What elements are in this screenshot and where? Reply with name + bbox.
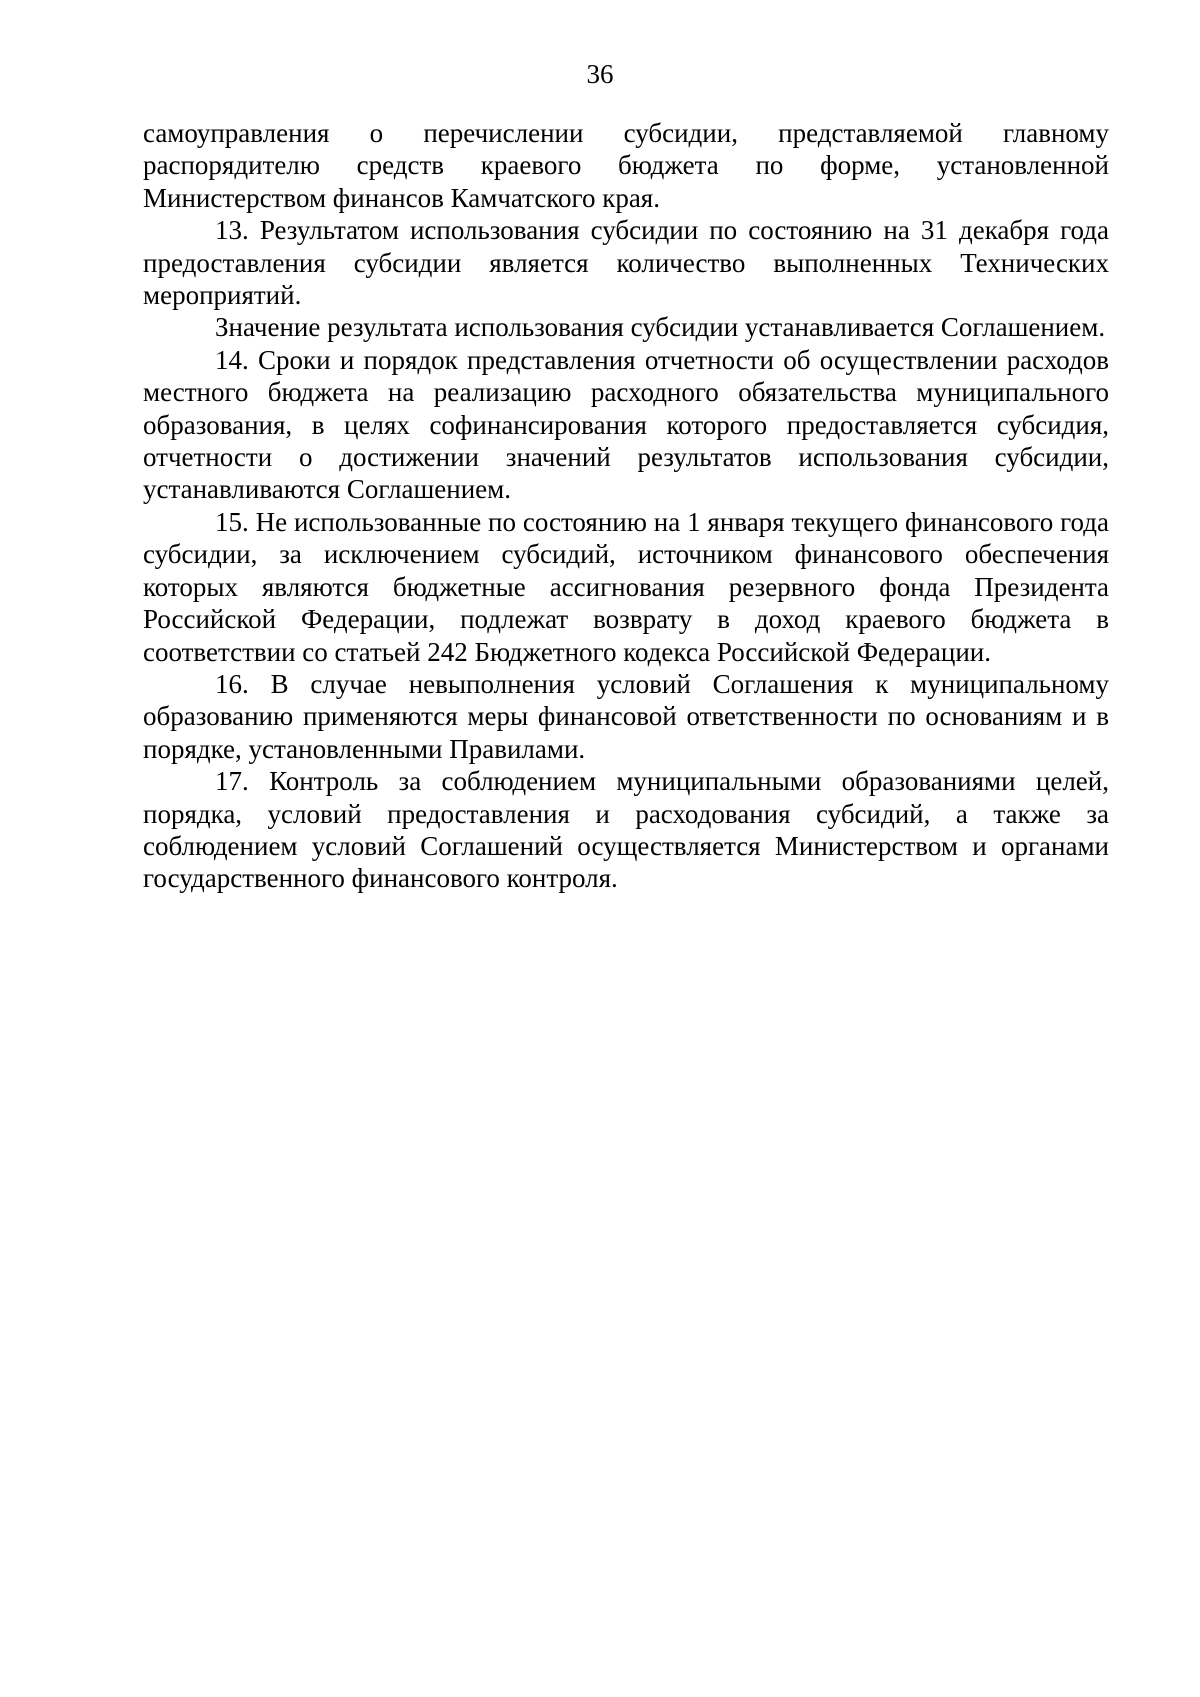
paragraph-continuation: самоуправления о перечислении субсидии, представляемой главному распорядителю средств краевого бюджета по форме, установленной Министерством финансов Камчатского края. bbox=[143, 118, 1109, 213]
paragraph-16-responsibility: 16. В случае невыполнения условий Соглашения к муниципальному образованию применяются меры финансовой ответственности по основаниям и в порядке, установленными Правилами. bbox=[143, 668, 1109, 764]
paragraph-13-result: 13. Результатом использования субсидии по состоянию на 31 декабря года предоставления субсидии является количество выполненных Технических мероприятий. bbox=[143, 215, 1109, 311]
paragraph-result-value: Значение результата использования субсидии устанавливается Соглашением. bbox=[215, 312, 1106, 343]
paragraph-15-return: 15. Не использованные по состоянию на 1 января текущего финансового года субсидии, за исключением субсидий, источником финансового обеспечения которых являются бюджетные ассигнования резервного фонда Президента Российской Федерации, подлежат возврату в доход краевого бюджета в соответствии со статьей 242 Бюджетного кодекса Российской Федерации. bbox=[143, 506, 1109, 667]
page-number: 36 bbox=[586, 59, 614, 89]
paragraph-17-control: 17. Контроль за соблюдением муниципальными образованиями целей, порядка, условий предоставления и расходования субсидий, а также за соблюдением условий Соглашений осуществляется Министерством и органами государственного финансового контроля. bbox=[143, 766, 1109, 894]
document-body bbox=[143, 117, 1109, 895]
paragraph-14-reporting: 14. Сроки и порядок представления отчетности об осуществлении расходов местного бюджета на реализацию расходного обязательства муниципального образования, в целях софинансирования которого предоставляется субсидия, отчетности о достижении значений результатов использования субсидии, устанавливаются Соглашением. bbox=[143, 344, 1109, 505]
